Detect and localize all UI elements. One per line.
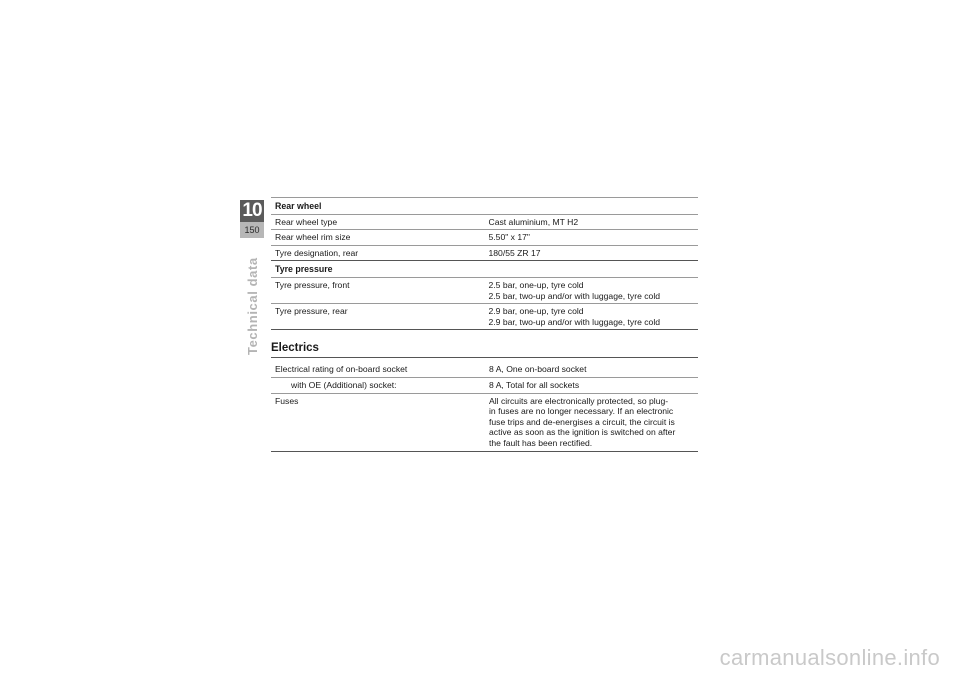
table-row: [271, 214, 698, 230]
spec-label: Rear wheel rim size: [271, 230, 485, 246]
spec-value-line: 2.5 bar, two-up and/or with luggage, tyre cold: [488, 290, 661, 301]
table-row: [271, 230, 698, 246]
spec-value: 180/55 ZR 17: [485, 245, 699, 261]
spec-value: Cast aluminium, MT H2: [485, 214, 699, 230]
spec-label: Tyre pressure, rear: [271, 304, 485, 330]
spec-value-line: the fault has been rectified.: [489, 437, 593, 448]
spec-label: with OE (Additional) socket:: [271, 377, 485, 393]
spec-value-line: in fuses are no longer necessary. If an electronic: [489, 406, 674, 417]
table-row: [271, 304, 698, 330]
section-heading: Tyre pressure: [271, 261, 698, 278]
table-row: [271, 362, 698, 377]
spec-label: Tyre designation, rear: [271, 245, 485, 261]
electrics-table: [271, 362, 698, 451]
page-number: 150: [244, 225, 260, 235]
chapter-tab: [240, 200, 264, 238]
chapter-number: 10: [242, 200, 262, 221]
table-row: [271, 277, 698, 303]
spec-value: 8 A, Total for all sockets: [485, 377, 698, 393]
spec-label: Rear wheel type: [271, 214, 485, 230]
chapter-side-title: [245, 257, 260, 369]
spec-label: Tyre pressure, front: [271, 277, 485, 303]
spec-label: Fuses: [271, 393, 485, 451]
table-row: [271, 245, 698, 261]
spec-value: [485, 277, 699, 303]
spec-label: Electrical rating of on-board socket: [271, 362, 485, 377]
spec-value-line: 2.5 bar, one-up, tyre cold: [488, 279, 584, 290]
watermark-text: carmanualsonline.info: [719, 645, 940, 670]
section-heading-row: [271, 198, 698, 215]
spec-value-line: All circuits are electronically protected, so plug-: [489, 395, 669, 406]
spec-value: [485, 304, 699, 330]
section-heading: Rear wheel: [271, 198, 698, 215]
table-row: [271, 377, 698, 393]
wheel-tyre-table: [271, 197, 698, 330]
spec-value: 8 A, One on-board socket: [485, 362, 698, 377]
electrics-heading: Electrics: [271, 342, 698, 358]
spec-content: [271, 197, 698, 452]
chapter-title-text: Technical data: [245, 257, 260, 355]
spec-value-line: 2.9 bar, one-up, tyre cold: [488, 306, 584, 317]
spec-value-line: fuse trips and de-energises a circuit, the circuit is: [489, 416, 675, 427]
spec-value: [485, 393, 698, 451]
spec-value: 5.50" x 17": [485, 230, 699, 246]
table-row: [271, 393, 698, 451]
section-heading-row: [271, 261, 698, 278]
spec-value-line: active as soon as the ignition is switched on after: [489, 427, 676, 438]
spec-value-line: 2.9 bar, two-up and/or with luggage, tyre cold: [488, 316, 661, 327]
